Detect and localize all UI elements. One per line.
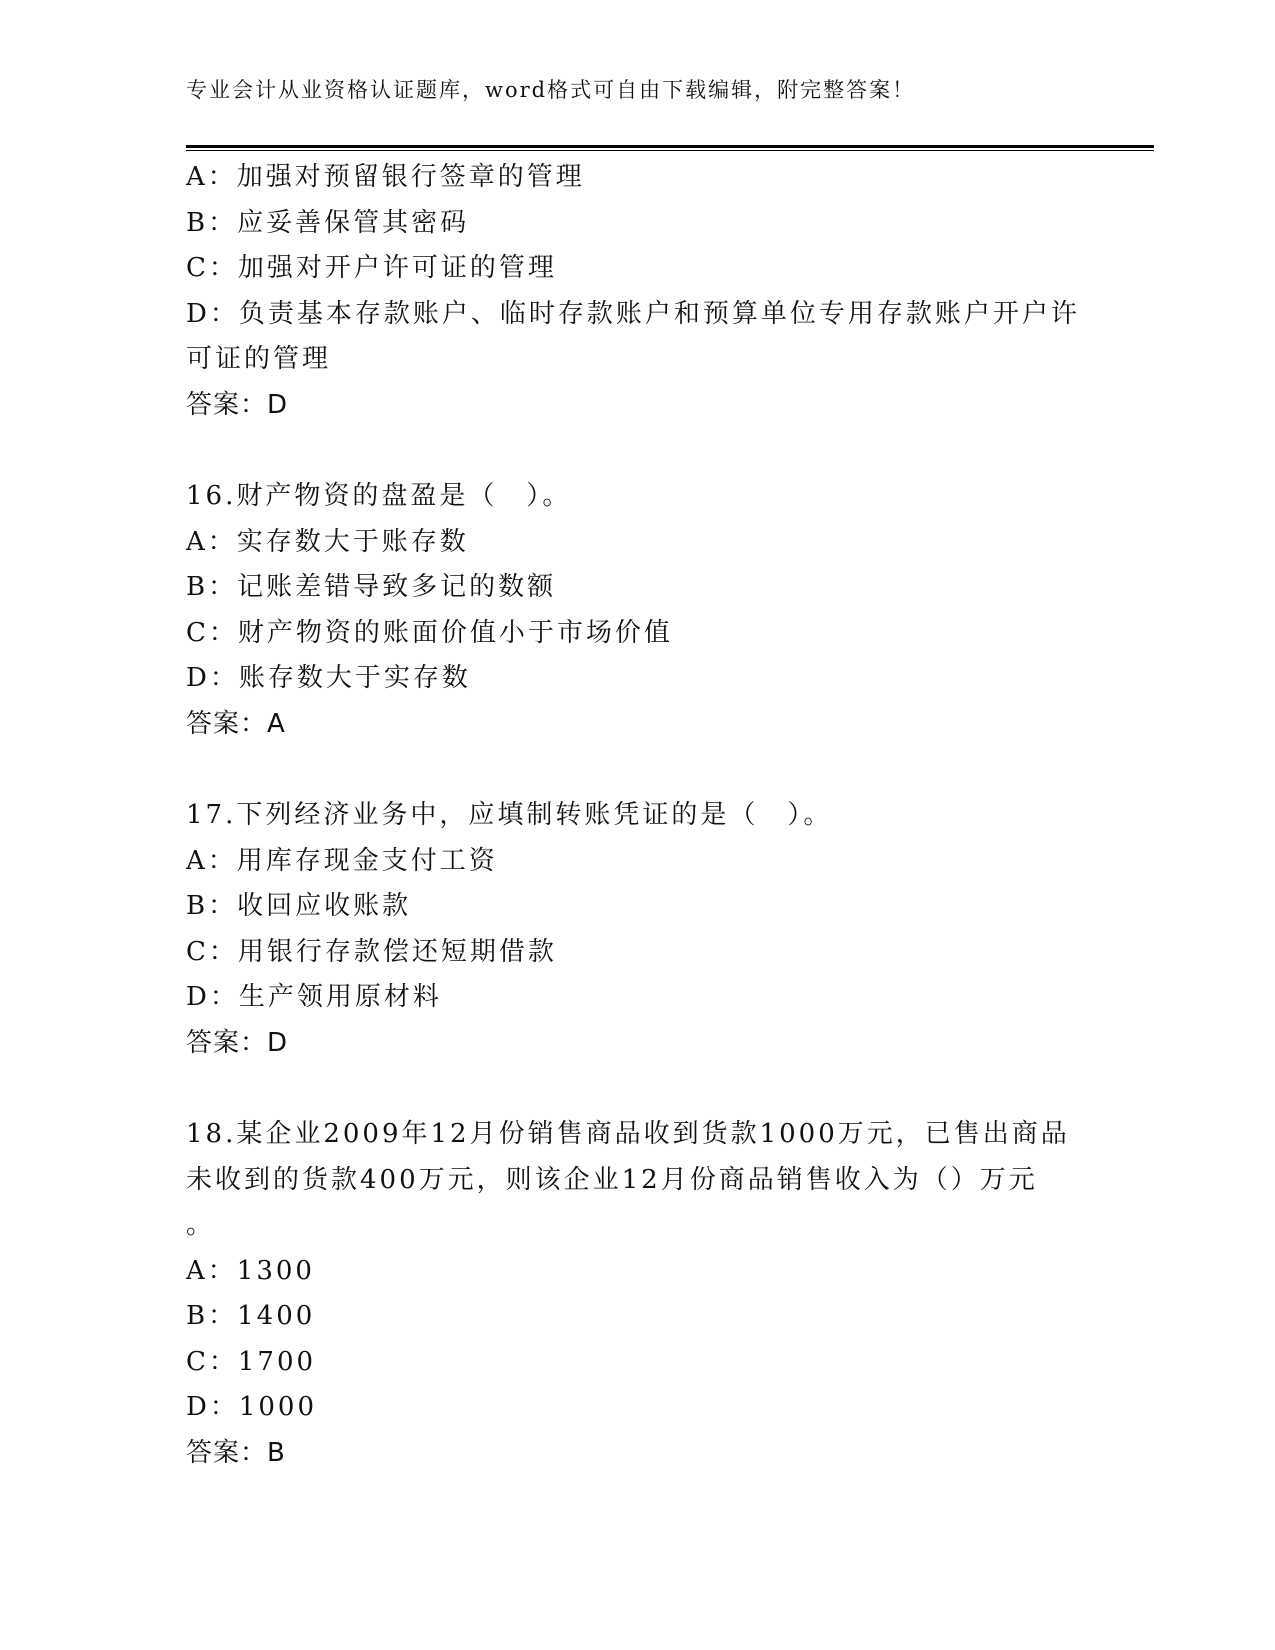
option-d-continued: 可证的管理: [186, 344, 332, 374]
answer: 答案：B: [186, 1437, 286, 1468]
spacer: [186, 747, 1086, 793]
question-17: [186, 793, 1086, 1066]
option-b: B：记账差错导致多记的数额: [186, 572, 557, 602]
question-stem-line-1: 18.某企业2009年12月份销售商品收到货款1000万元，已售出商品: [186, 1119, 1070, 1149]
question-stem-line-2: 未收到的货款400万元，则该企业12月份商品销售收入为（）万元: [186, 1164, 1038, 1195]
option-a: A：1300: [186, 1255, 315, 1286]
option-a: A：用库存现金支付工资: [186, 845, 498, 876]
option-d: D：1000: [186, 1392, 318, 1422]
option-d: D：负责基本存款账户、临时存款账户和预算单位专用存款账户开户许: [186, 298, 1080, 329]
question-16: [186, 474, 1086, 747]
question-15-continuation: [186, 155, 1086, 428]
option-a: A：加强对预留银行签章的管理: [186, 162, 585, 192]
option-b: B：1400: [186, 1301, 316, 1331]
question-stem: 16.财产物资的盘盈是（ ）。: [186, 481, 572, 511]
option-b: B：收回应收账款: [186, 891, 412, 921]
answer: 答案：A: [186, 708, 286, 739]
header-rule-thick: [186, 145, 1154, 148]
header-rule-thin: [186, 150, 1154, 151]
option-c: C：加强对开户许可证的管理: [186, 253, 557, 283]
question-content: [186, 155, 1086, 1476]
spacer: [186, 428, 1086, 474]
option-c: C：1700: [186, 1346, 317, 1377]
question-stem-line-3: 。: [186, 1210, 216, 1240]
answer: 答案：D: [186, 1027, 289, 1058]
document-header: 专业会计从业资格认证题库，word格式可自由下载编辑，附完整答案！: [186, 78, 916, 102]
option-c: C：财产物资的账面价值小于市场价值: [186, 617, 673, 648]
question-18: [186, 1112, 1086, 1476]
option-b: B：应妥善保管其密码: [186, 207, 470, 238]
spacer: [186, 1066, 1086, 1112]
option-d: D：账存数大于实存数: [186, 663, 471, 693]
option-c: C：用银行存款偿还短期借款: [186, 936, 557, 967]
answer: 答案：D: [186, 389, 289, 420]
option-d: D：生产领用原材料: [186, 982, 442, 1012]
question-stem: 17.下列经济业务中，应填制转账凭证的是（ ）。: [186, 800, 833, 830]
option-a: A：实存数大于账存数: [186, 526, 469, 557]
